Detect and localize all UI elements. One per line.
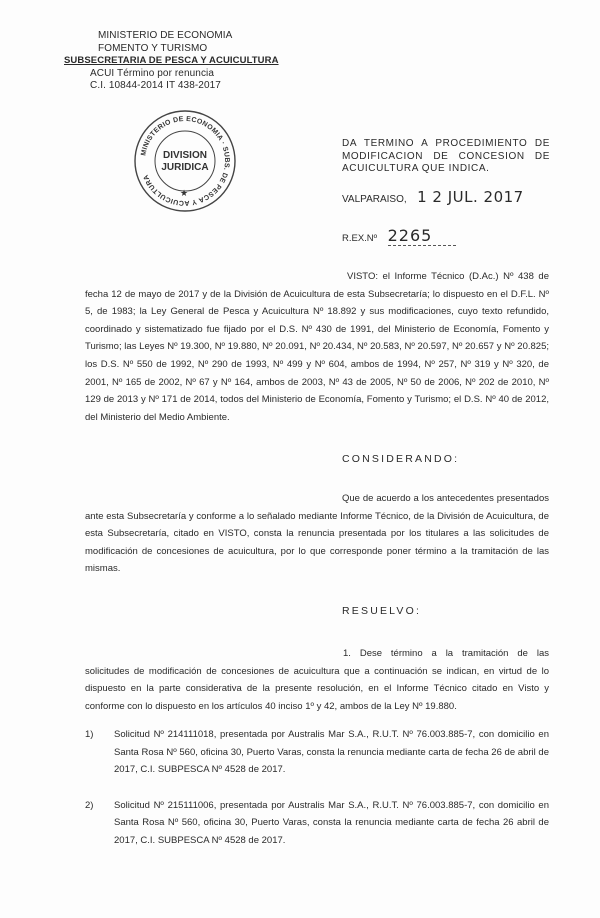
list-item-text: Solicitud Nº 215111006, presentada por Australis Mar S.A., R.U.T. Nº 76.003.885-7, con domicilio en Santa Rosa Nº 560, oficina 30, Puerto Varas, consta la renuncia mediante carta de fecha 26 abril de 2017, C.I. SUBPESCA Nº 4528 de 2017.: [114, 799, 549, 846]
resolution-label: R.EX.Nº: [342, 233, 378, 244]
considerando-paragraph: [85, 490, 549, 578]
stamp-star-icon: ★: [179, 188, 189, 198]
resolution-number-value: 2265: [388, 226, 457, 246]
ministry-subtitle: FOMENTO Y TURISMO: [98, 42, 208, 54]
stamp-center-line2: JURIDICA: [161, 162, 209, 173]
list-item-number: 2): [85, 799, 94, 811]
date-stamp: 1 2 JUL. 2017: [417, 188, 524, 206]
division-juridica-stamp: [132, 108, 238, 214]
resolution-number: [342, 226, 542, 246]
title-line-3: ACUICULTURA QUE INDICA.: [342, 163, 490, 174]
resuelvo-heading: RESUELVO:: [342, 605, 422, 617]
list-item-number: 1): [85, 729, 94, 740]
visto-text: VISTO: el Informe Técnico (D.Ac.) Nº 438 de fecha 12 de mayo de 2017 y de la División de Acuicultura de esta Subsecretaría; lo dispuesto en el D.F.L. Nº 5, de 1983; la Ley General de Pesca y Acuicultura Nº 18.892 y sus modificaciones, cuyo texto refundido, coordinado y sistematizado fue fijado por el D.S. Nº 430 de 1991, del Ministerio de Economía, Fomento y Turismo; las Leyes Nº 19.300, Nº 19.880, Nº 20.091, Nº 20.434, Nº 20.583, Nº 20.597, Nº 20.657 y Nº 20.825; los D.S. Nº 550 de 1992, Nº 290 de 1993, Nº 499 y Nº 604, ambos de 1994, Nº 257, Nº 319 y Nº 320, de 2001, Nº 165 de 2002, Nº 67 y Nº 164, ambos de 2003, Nº 43 de 2005, Nº 50 de 2006, Nº 202 de 2010, Nº 129 de 2013 y Nº 171 de 2014, todos del Ministerio de Economía, Fomento y Turismo; el D.S. Nº 40 de 2012, del Ministerio del Medio Ambiente.: [85, 271, 549, 423]
title-line-2: MODIFICACION DE CONCESION DE: [342, 150, 550, 162]
place-date: [342, 188, 572, 207]
reference-line: C.I. 10844-2014 IT 438-2017: [90, 80, 221, 91]
place: VALPARAISO,: [342, 194, 407, 205]
resolution-title: [342, 138, 550, 176]
request-list: [85, 726, 549, 850]
stamp-ring-text: MINISTERIO DE ECONOMIA · SUBS. DE PESCA Y ACUICULTURA: [140, 115, 231, 207]
stamp-center-line1: DIVISION: [163, 150, 207, 161]
title-line-1: DA TERMINO A PROCEDIMIENTO DE: [342, 138, 550, 149]
subject-line: ACUI Término por renuncia: [90, 67, 215, 79]
list-item-text: Solicitud Nº 214111018, presentada por Australis Mar S.A., R.U.T. Nº 76.003.885-7, con domicilio en Santa Rosa Nº 560, oficina 30, Puerto Varas, consta la renuncia mediante carta de fecha 26 de abril de 2017, C.I. SUBPESCA Nº 4528 de 2017.: [114, 729, 549, 776]
stamp-seal-icon: [132, 108, 238, 214]
list-item: [85, 797, 549, 850]
visto-paragraph: [85, 268, 549, 426]
subsecretaria-name: SUBSECRETARIA DE PESCA Y ACUICULTURA: [64, 55, 279, 66]
considerando-heading: CONSIDERANDO:: [342, 453, 460, 465]
ministry-name: MINISTERIO DE ECONOMIA: [98, 30, 233, 41]
list-item: [85, 726, 549, 779]
resuelvo-item-1-text: 1. Dese término a la tramitación de las solicitudes de modificación de concesiones de acuicultura que a continuación se indican, en virtud de lo dispuesto en la parte considerativa de la presente resolución, en el Informe Técnico citado en Visto y conforme con lo dispuesto en los artículos 40 inciso 1º y 42, ambos de la Ley Nº 19.880.: [85, 648, 549, 712]
resuelvo-item-1: [85, 645, 549, 715]
considerando-text: Que de acuerdo a los antecedentes presentados ante esta Subsecretaría y conforme a lo señalado mediante Informe Técnico, de la División de Acuicultura, de esta Subsecretaría, citado en VISTO, consta la renuncia presentada por los titulares a las solicitudes de modificación de concesiones de acuicultura, por lo que corresponde poner término a la tramitación de las mismas.: [85, 493, 549, 575]
ministry-header: [64, 30, 294, 93]
